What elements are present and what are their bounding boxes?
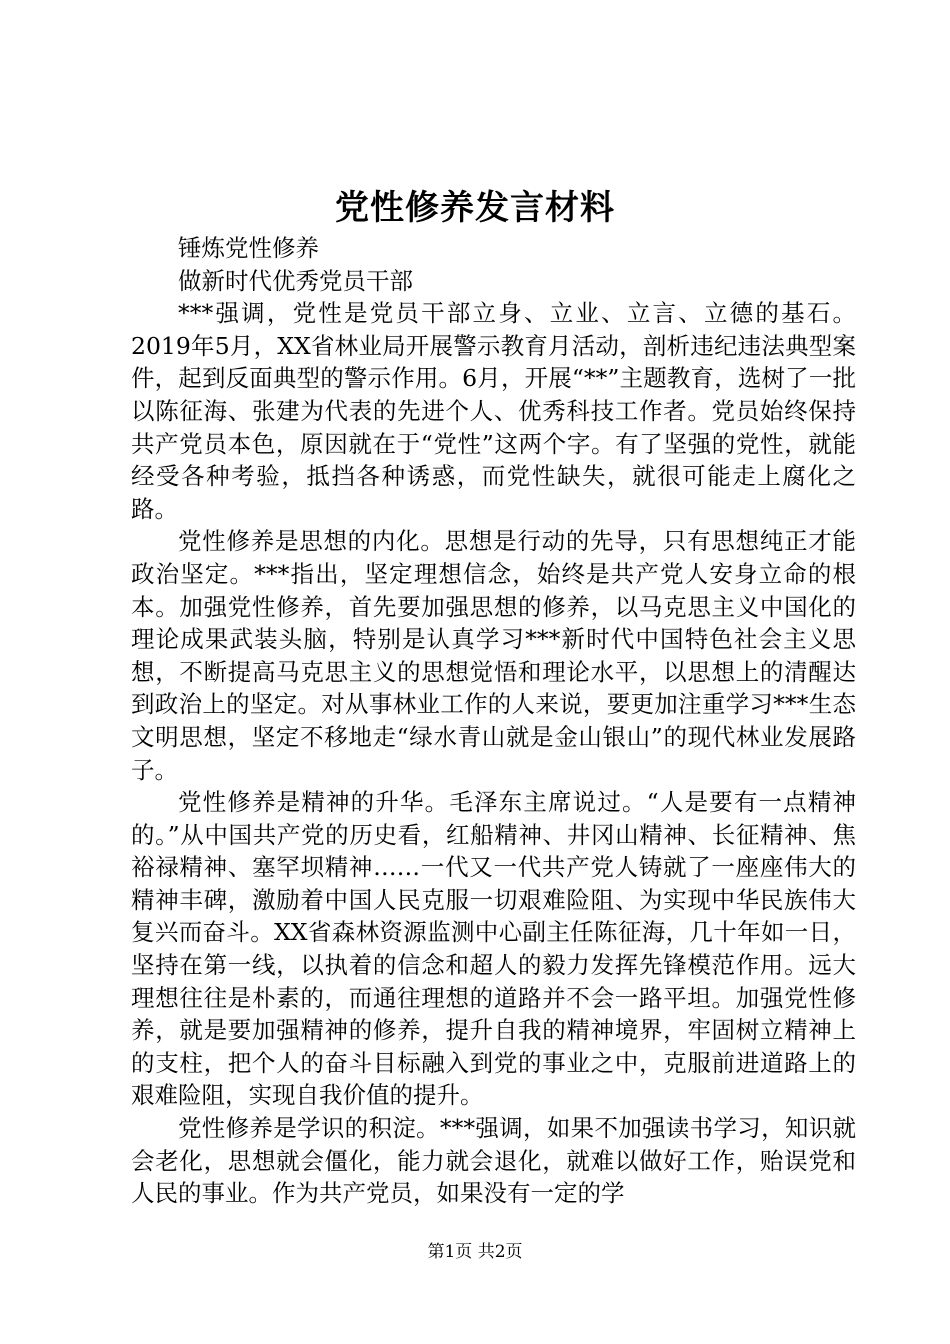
- paragraph-1: ***强调，党性是党员干部立身、立业、立言、立德的基石。2019年5月，XX省林业局开展警示教育月活动，剖析违纪违法典型案件，起到反面典型的警示作用。6月，开展“**”主题教育，选树了一批以陈征海、张建为代表的先进个人、优秀科技工作者。党员始终保持共产党员本色，原因就在于“党性”这两个字。有了坚强的党性，就能经受各种考验，抵挡各种诱惑，而党性缺失，就很可能走上腐化之路。: [131, 299, 856, 523]
- paragraph-4: 党性修养是学识的积淀。***强调，如果不加强读书学习，知识就会老化，思想就会僵化，能力就会退化，就难以做好工作，贻误党和人民的事业。作为共产党员，如果没有一定的学: [131, 1114, 856, 1208]
- paragraph-3: 党性修养是精神的升华。毛泽东主席说过。“人是要有一点精神的。”从中国共产党的历史看，红船精神、井冈山精神、长征精神、焦裕禄精神、塞罕坝精神……一代又一代共产党人铸就了一座座伟大的精神丰碑，激励着中国人民克服一切艰难险阻、为实现中华民族伟大复兴而奋斗。XX省森林资源监测中心副主任陈征海，几十年如一日，坚持在第一线，以执着的信念和超人的毅力发挥先锋模范作用。远大理想往往是朴素的，而通往理想的道路并不会一路平坦。加强党性修养，就是要加强精神的修养，提升自我的精神境界，牢固树立精神上的支柱，把个人的奋斗目标融入到党的事业之中，克服前进道路上的艰难险阻，实现自我价值的提升。: [131, 788, 856, 1110]
- subtitle-line-1: 锤炼党性修养: [178, 234, 319, 262]
- page-footer: 第1页 共2页: [427, 1242, 523, 1262]
- document-body: [131, 232, 856, 1210]
- document-title: 党性修养发言材料: [335, 188, 615, 228]
- paragraph-2: 党性修养是思想的内化。思想是行动的先导，只有思想纯正才能政治坚定。***指出，坚定理想信念，始终是共产党人安身立命的根本。加强党性修养，首先要加强思想的修养，以马克思主义中国化的理论成果武装头脑，特别是认真学习***新时代中国特色社会主义思想，不断提高马克思主义的思想觉悟和理论水平，以思想上的清醒达到政治上的坚定。对从事林业工作的人来说，要更加注重学习***生态文明思想，坚定不移地走“绿水青山就是金山银山”的现代林业发展路子。: [131, 527, 856, 784]
- subtitle-line-2: 做新时代优秀党员干部: [178, 266, 413, 295]
